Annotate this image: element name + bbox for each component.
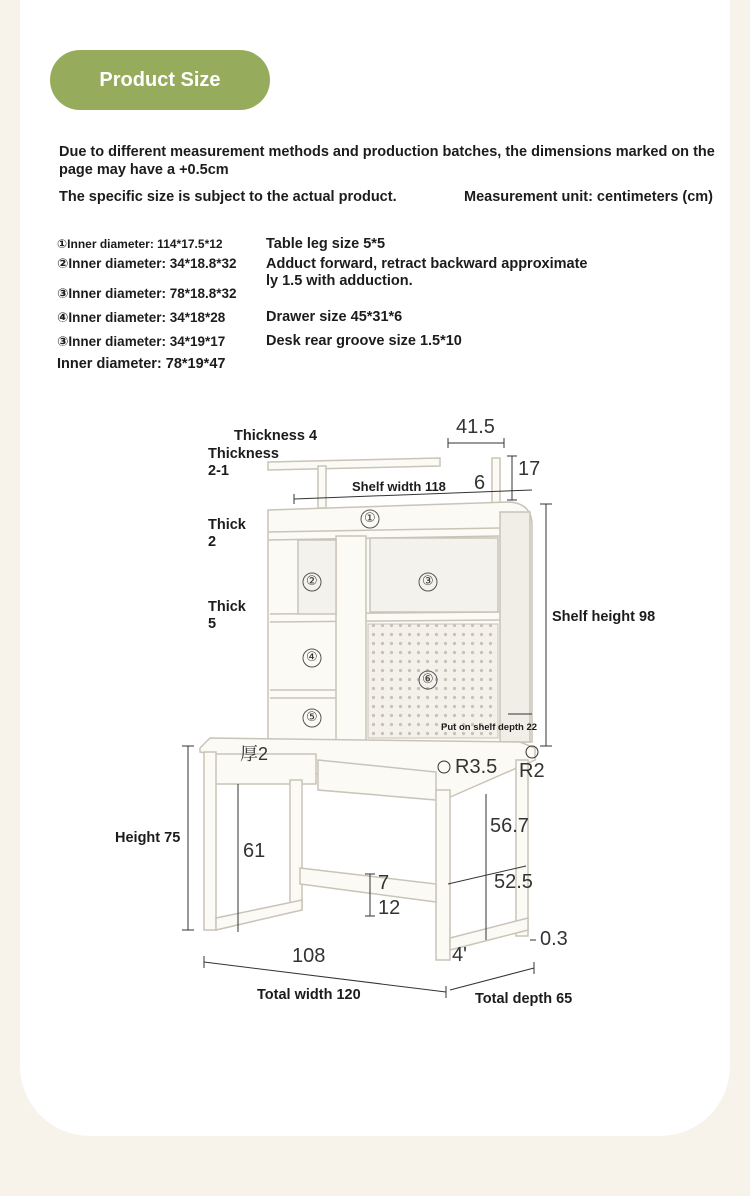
- spec-right-3: ly 1.5 with adduction.: [266, 273, 413, 289]
- top-shelf-leg-right: [492, 458, 500, 504]
- spec-left-4: ④Inner diameter: 34*18*28: [57, 310, 226, 325]
- dim-12: 12: [378, 897, 401, 919]
- leg-back-right: [516, 760, 528, 936]
- label-thick-5a: Thick: [208, 599, 246, 615]
- spec-left-3: ③Inner diameter: 78*18.8*32: [57, 286, 237, 301]
- dim-hou2: 厚2: [240, 744, 269, 764]
- label-thick-5b: 5: [208, 616, 217, 632]
- compartment-4: ④: [306, 649, 318, 664]
- dim-7: 7: [378, 872, 390, 894]
- top-shelf-leg-left: [318, 466, 326, 508]
- dim-56-7: 56.7: [490, 815, 529, 837]
- label-thickness-21a: Thickness: [208, 446, 279, 462]
- spec-left-5: ③Inner diameter: 34*19*17: [57, 334, 226, 349]
- spec-left-1: ①Inner diameter: 114*17.5*12: [57, 237, 223, 251]
- intro-subject: The specific size is subject to the actual product.: [59, 189, 397, 205]
- label-thickness-4: Thickness 4: [234, 428, 318, 444]
- dim-r2: R2: [519, 760, 545, 782]
- dim-17: 17: [518, 458, 541, 480]
- spec-right-5: Desk rear groove size 1.5*10: [266, 333, 462, 349]
- compartment-3: ③: [422, 573, 434, 588]
- top-shelf-board: [268, 458, 440, 470]
- spec-right-2: Adduct forward, retract backward approximate: [266, 256, 588, 272]
- label-put-on-shelf: Put on shelf depth 22: [441, 722, 538, 733]
- label-shelf-height: Shelf height 98: [552, 609, 656, 625]
- intro-note: Due to different measurement methods and production batches, the dimensions marked on the page may have a +0.5cm: [59, 144, 715, 178]
- spec-right-1: Table leg size 5*5: [266, 236, 386, 252]
- dim-41-5: 41.5: [456, 416, 495, 438]
- compartment-6: ⑥: [422, 671, 434, 686]
- hutch-divider: [336, 536, 366, 742]
- label-thick-2a: Thick: [208, 517, 246, 533]
- hutch-side: [500, 512, 530, 742]
- leg-back-left: [290, 780, 302, 910]
- intro-unit: Measurement unit: centimeters (cm): [464, 189, 713, 205]
- stretcher-mid: [300, 868, 436, 902]
- spec-left-6: Inner diameter: 78*19*47: [57, 356, 226, 372]
- label-total-width: Total width 120: [257, 987, 361, 1003]
- dim-61: 61: [243, 840, 266, 862]
- label-shelf-width: Shelf width 118: [352, 479, 446, 494]
- compartment-5: ⑤: [306, 709, 318, 724]
- stretcher-left: [216, 900, 302, 930]
- dim-6: 6: [474, 472, 486, 494]
- page-title: Product Size: [99, 68, 221, 91]
- label-height: Height 75: [115, 830, 181, 846]
- compartment-2: ②: [306, 573, 318, 588]
- dim-52-5: 52.5: [494, 871, 533, 893]
- dim-4: 4': [452, 944, 467, 966]
- leg-front-left: [204, 752, 216, 930]
- label-thick-2b: 2: [208, 534, 217, 550]
- compartment-1: ①: [364, 510, 376, 525]
- dim-108: 108: [292, 945, 326, 967]
- dim-0-3: 0.3: [540, 928, 568, 950]
- dim-r3-5: R3.5: [455, 756, 498, 778]
- spec-right-4: Drawer size 45*31*6: [266, 309, 403, 325]
- leg-front-right: [436, 790, 450, 960]
- spec-left-2: ②Inner diameter: 34*18.8*32: [57, 256, 237, 271]
- label-thickness-21b: 2-1: [208, 463, 229, 479]
- label-total-depth: Total depth 65: [475, 991, 573, 1007]
